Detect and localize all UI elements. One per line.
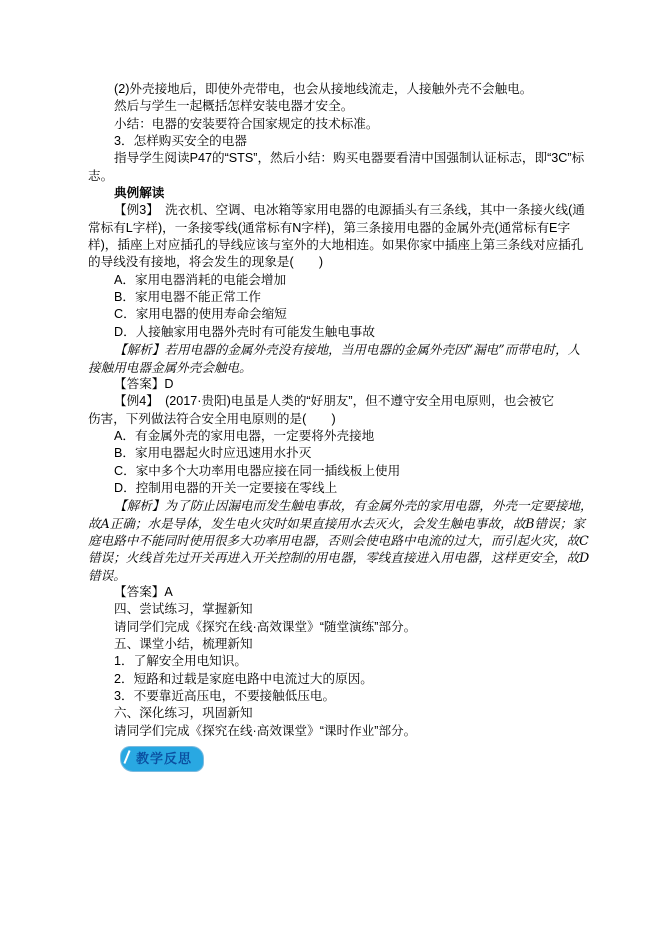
example4-option-a: A．有金属外壳的家用电器，一定要将外壳接地 — [114, 428, 375, 443]
doc-line: 请同学们完成《探究在线·高效课堂》“课时作业”部分。 — [114, 723, 417, 738]
doc-line: 指导学生阅读P47的“STS”，然后小结：购买电器要看清中国强制认证标志，即“3C”标 — [114, 151, 585, 166]
example3-option-c: C．家用电器的使用寿命会缩短 — [114, 307, 287, 322]
doc-line: 然后与学生一起概括怎样安装电器才安全。 — [114, 99, 354, 114]
example4-stem-line: 伤害，下列做法符合安全用电原则的是( ) — [88, 411, 336, 426]
document-body — [88, 81, 593, 771]
example4-answer: 【答案】A — [114, 584, 173, 599]
example4-analysis-line: 故A正确；水是导体，发生电火灾时如果直接用水去灭火，会发生触电事故，故B错误；家 — [88, 515, 585, 531]
summary-item: 3．不要靠近高压电，不要接触低压电。 — [114, 689, 336, 704]
doc-line: 小结：电器的安装要符合国家规定的技术标准。 — [114, 116, 379, 131]
doc-line: 请同学们完成《探究在线·高效课堂》“随堂演练”部分。 — [114, 619, 417, 634]
example3-analysis-line: 接触用电器金属外壳会触电。 — [88, 359, 252, 375]
example4-analysis-line: 错误。 — [88, 567, 126, 583]
example3-answer: 【答案】D — [114, 376, 174, 391]
section-heading-practice: 四、尝试练习，掌握新知 — [114, 602, 253, 617]
example4-option-b: B．家用电器起火时应迅速用水扑灭 — [114, 446, 312, 461]
example4-option-c: C．家中多个大功率用电器应接在同一插线板上使用 — [114, 463, 401, 478]
example4-analysis-line: 错误；火线首先过开关再进入开关控制的用电器，零线直接进入用电器，这样更安全，故D — [88, 550, 590, 566]
doc-line: 3．怎样购买安全的电器 — [114, 134, 247, 149]
example4-analysis-line: 庭电路中不能同时使用很多大功率用电器，否则会使电路中电流的过大，而引起火灾，故C — [88, 532, 589, 548]
doc-line: (2)外壳接地后，即使外壳带电，也会从接地线流走，人接触外壳不会触电。 — [114, 82, 533, 96]
example3-stem-line: 样)，插座上对应插孔的导线应该与室外的大地相连。如果你家中插座上第三条线对应插孔 — [88, 238, 584, 253]
example3-option-b: B．家用电器不能正常工作 — [114, 290, 261, 305]
section-heading-consolidate: 六、深化练习，巩固新知 — [114, 706, 253, 721]
teaching-reflection-label: 教学反思 — [136, 751, 193, 767]
example3-analysis-line: 【解析】若用电器的金属外壳没有接地，当用电器的金属外壳因“漏电”而带电时，人 — [114, 342, 581, 358]
summary-item: 2．短路和过载是家庭电路中电流过大的原因。 — [114, 671, 373, 686]
teaching-reflection-badge — [121, 747, 203, 771]
example4-stem-line: 【例4】 (2017·贵阳)电虽是人类的“好朋友”，但不遵守安全用电原则，也会被它 — [114, 394, 555, 409]
example4-analysis-line: 【解析】为了防止因漏电而发生触电事故，有金属外壳的家用电器，外壳一定要接地， — [114, 498, 593, 514]
heading-example-analysis: 典例解读 — [114, 186, 165, 201]
example3-option-a: A．家用电器消耗的电能会增加 — [114, 272, 287, 287]
example3-option-d: D．人接触家用电器外壳时有可能发生触电事故 — [114, 324, 375, 339]
example3-stem-line: 【例3】 洗衣机、空调、电冰箱等家用电器的电源插头有三条线，其中一条接火线(通 — [114, 203, 585, 218]
doc-line: 志。 — [88, 168, 114, 183]
example3-stem-line: 的导线没有接地，将会发生的现象是( ) — [88, 255, 324, 270]
section-heading-summary: 五、课堂小结，梳理新知 — [114, 637, 253, 651]
summary-item: 1．了解安全用电知识。 — [114, 654, 247, 669]
example3-stem-line: 常标有L字样)，一条接零线(通常标有N字样)，第三条接用电器的金属外壳(通常标有E字 — [88, 220, 571, 235]
example4-option-d: D．控制用电器的开关一定要接在零线上 — [114, 480, 338, 495]
brush-slash-icon — [123, 750, 130, 764]
